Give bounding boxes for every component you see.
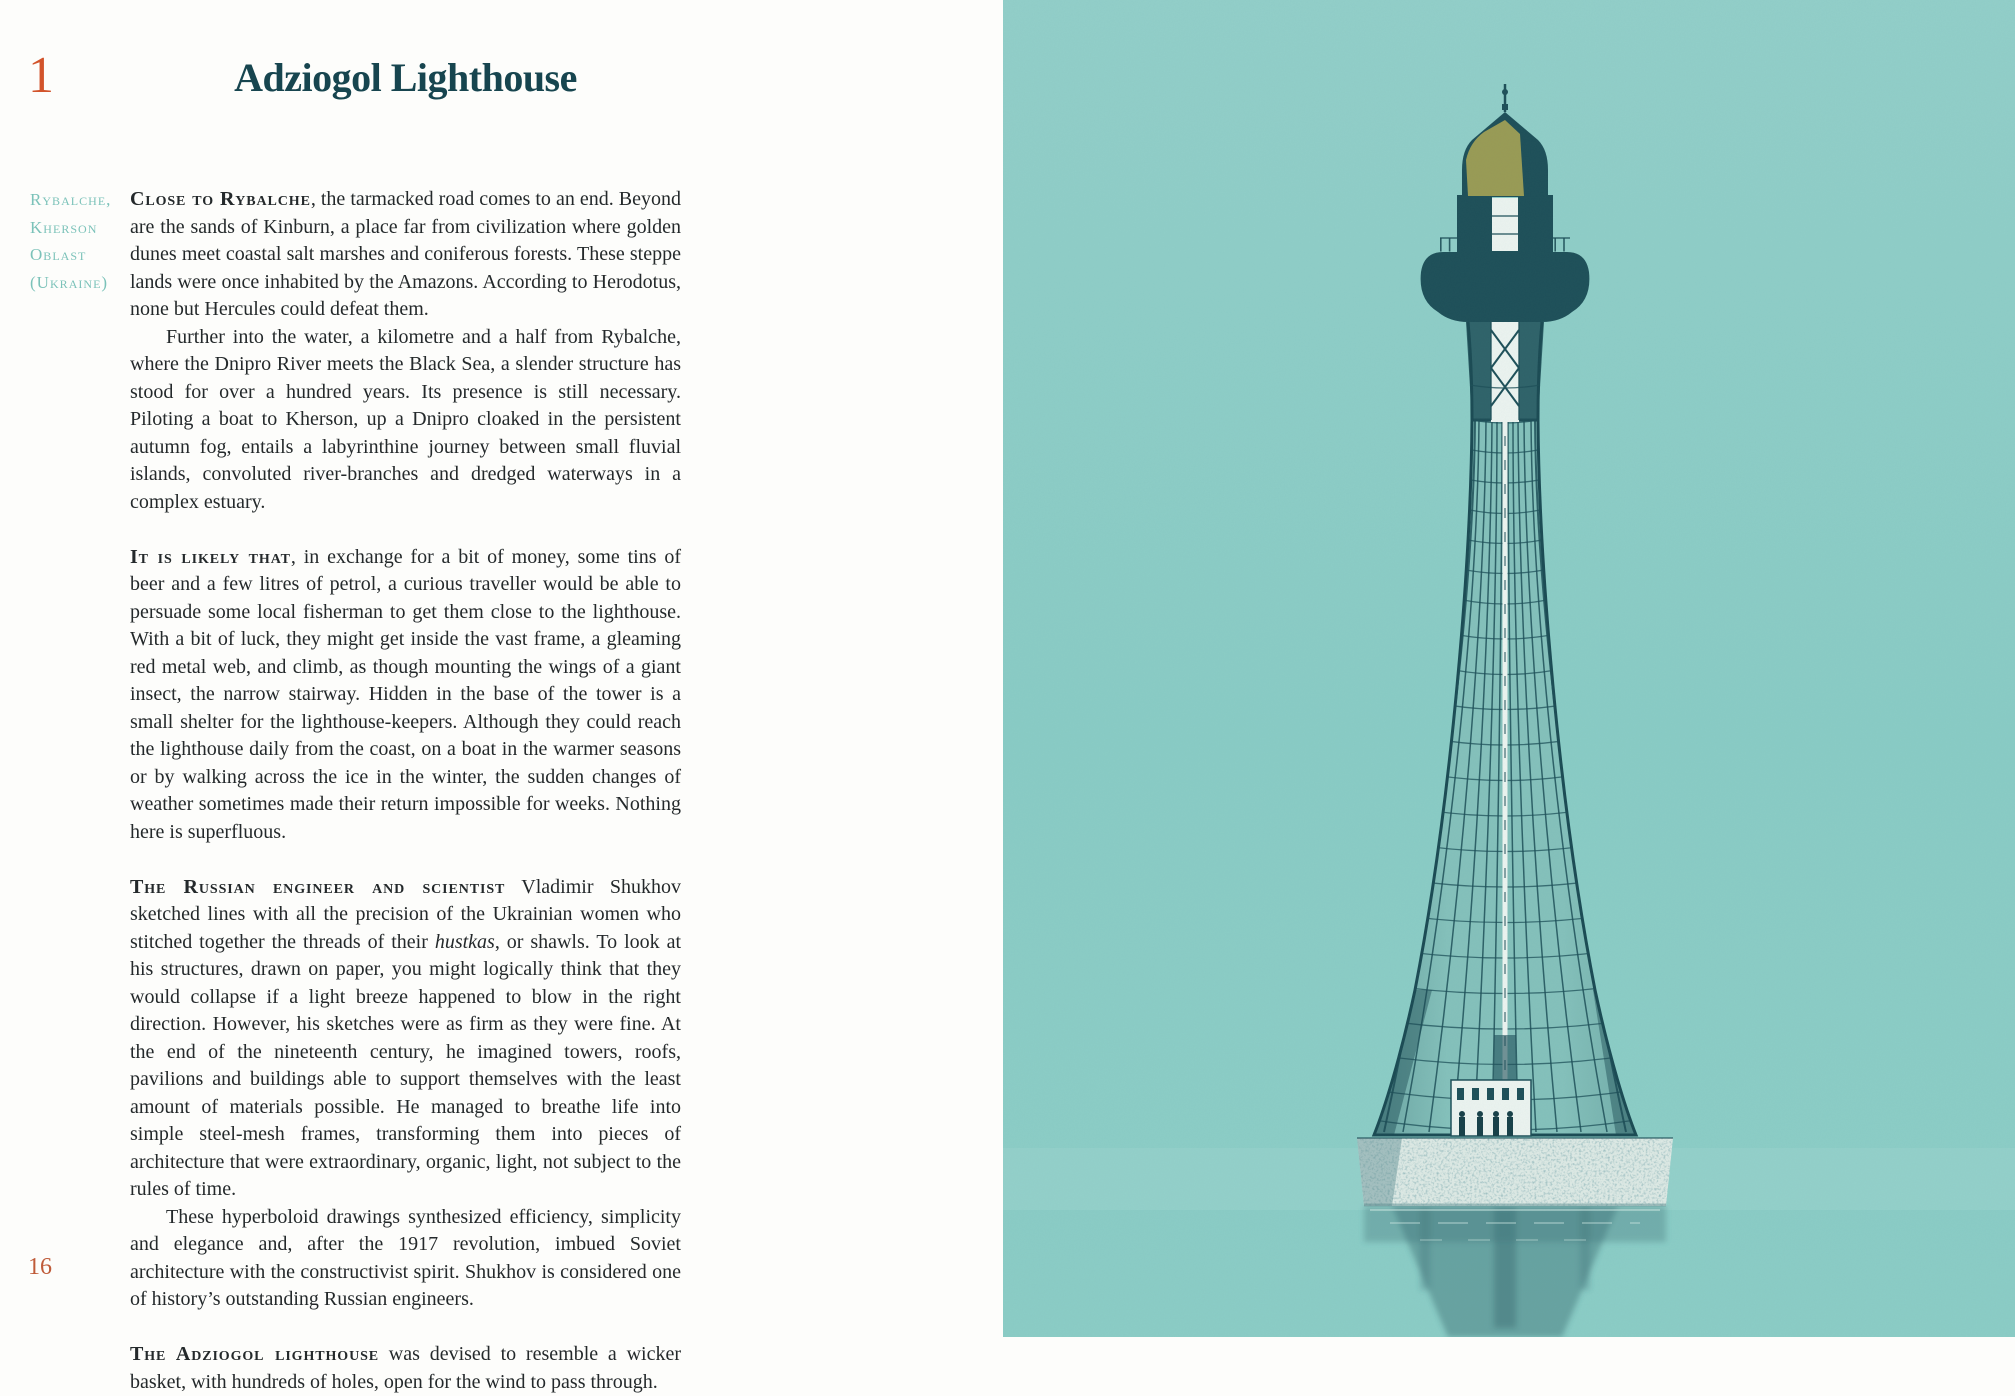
paragraph-3b-text: These hyperboloid drawings synthesized efficiency, simplicity and elegance and, after the 1917 revolution, imbued Soviet architecture with the constructivist spirit. Shukhov is considered one of history’s outstanding Russian engineers. bbox=[130, 1205, 681, 1310]
lead-in-it-is-likely: It is likely that bbox=[130, 545, 291, 568]
paragraph-3 bbox=[130, 874, 681, 1204]
lead-in-adziogol-lighthouse: The Adziogol lighthouse bbox=[130, 1343, 380, 1365]
margin-note-line: (Ukraine) bbox=[30, 272, 109, 292]
body-text bbox=[130, 186, 681, 1396]
paragraph-2 bbox=[130, 544, 681, 847]
right-page-illustration bbox=[1003, 0, 2015, 1337]
paragraph-1-text: , the tarmacked road comes to an end. Beyond are the sands of Kinburn, a place far from civilization where golden dunes meet coastal salt marshes and coniferous forests. These steppe lands were once inhabited by the Amazons. According to Herodotus, none but Hercules could defeat them. bbox=[130, 188, 682, 320]
engraving-grain-texture bbox=[1003, 0, 2015, 1337]
lead-in-close-to-rybalche: Close to Rybalche bbox=[130, 188, 311, 210]
lighthouse-illustration bbox=[1003, 0, 2015, 1337]
paragraph-3-text-a: Vladimir Shukhov sketched lines with all the precision of the Ukrainian women who stitched together the threads of their bbox=[130, 875, 681, 953]
margin-note-line: Oblast bbox=[30, 245, 87, 264]
paragraph-4-text: was devised to resemble a wicker basket, with hundreds of holes, open for the wind to pass through. bbox=[130, 1343, 681, 1393]
paragraph-1-continuation bbox=[130, 324, 681, 517]
paragraph-1 bbox=[130, 186, 681, 324]
paragraph-3-continuation bbox=[130, 1204, 681, 1314]
paragraph-1b-text: Further into the water, a kilometre and a half from Rybalche, where the Dnipro River meets the Black Sea, a slender structure has stood for over a hundred years. Its presence is still necessary. Piloting a boat to Kherson, up a Dnipro cloaked in the persistent autumn fog, entails a labyrinthine journey between small fluvial islands, convoluted river-branches and dredged waterways in a complex estuary. bbox=[130, 325, 681, 513]
margin-note bbox=[30, 186, 125, 296]
chapter-number: 1 bbox=[28, 47, 54, 104]
page-title: Adziogol Lighthouse bbox=[234, 55, 577, 100]
paragraph-3-text-b: , or shawls. To look at his structures, drawn on paper, you might logically think that they would collapse if a light breeze happened to blow in the right direction. However, his sketches were as firm as they were fine. At the end of the nineteenth century, he imagined towers, roofs, pavilions and buildings able to support themselves with the least amount of materials possible. He managed to breathe life into simple steel-mesh frames, transforming them into pieces of architecture that were extraordinary, organic, light, not subject to the rules of time. bbox=[130, 930, 682, 1200]
left-page bbox=[0, 0, 1003, 1393]
paragraph-2-text: , in exchange for a bit of money, some tins of beer and a few litres of petrol, a curious traveller would be able to persuade some local fisherman to get them close to the lighthouse. With a bit of luck, they might get inside the vast frame, a gleaming red metal web, and climb, as though mounting the wings of a giant insect, the narrow stairway. Hidden in the base of the tower is a small shelter for the lighthouse-keepers. Although they could reach the lighthouse daily from the coast, on a boat in the warmer seasons or by walking across the ice in the winter, the sudden changes of weather sometimes made their return impossible for weeks. Nothing here is superfluous. bbox=[130, 545, 681, 843]
margin-note-line: Rybalche, bbox=[30, 190, 112, 209]
margin-note-line: Kherson bbox=[30, 217, 98, 237]
italic-hustkas: hustkas bbox=[434, 930, 495, 953]
page-number: 16 bbox=[28, 1254, 52, 1280]
lead-in-russian-engineer: The Russian engineer and scientist bbox=[130, 875, 506, 898]
paragraph-4 bbox=[130, 1341, 681, 1396]
